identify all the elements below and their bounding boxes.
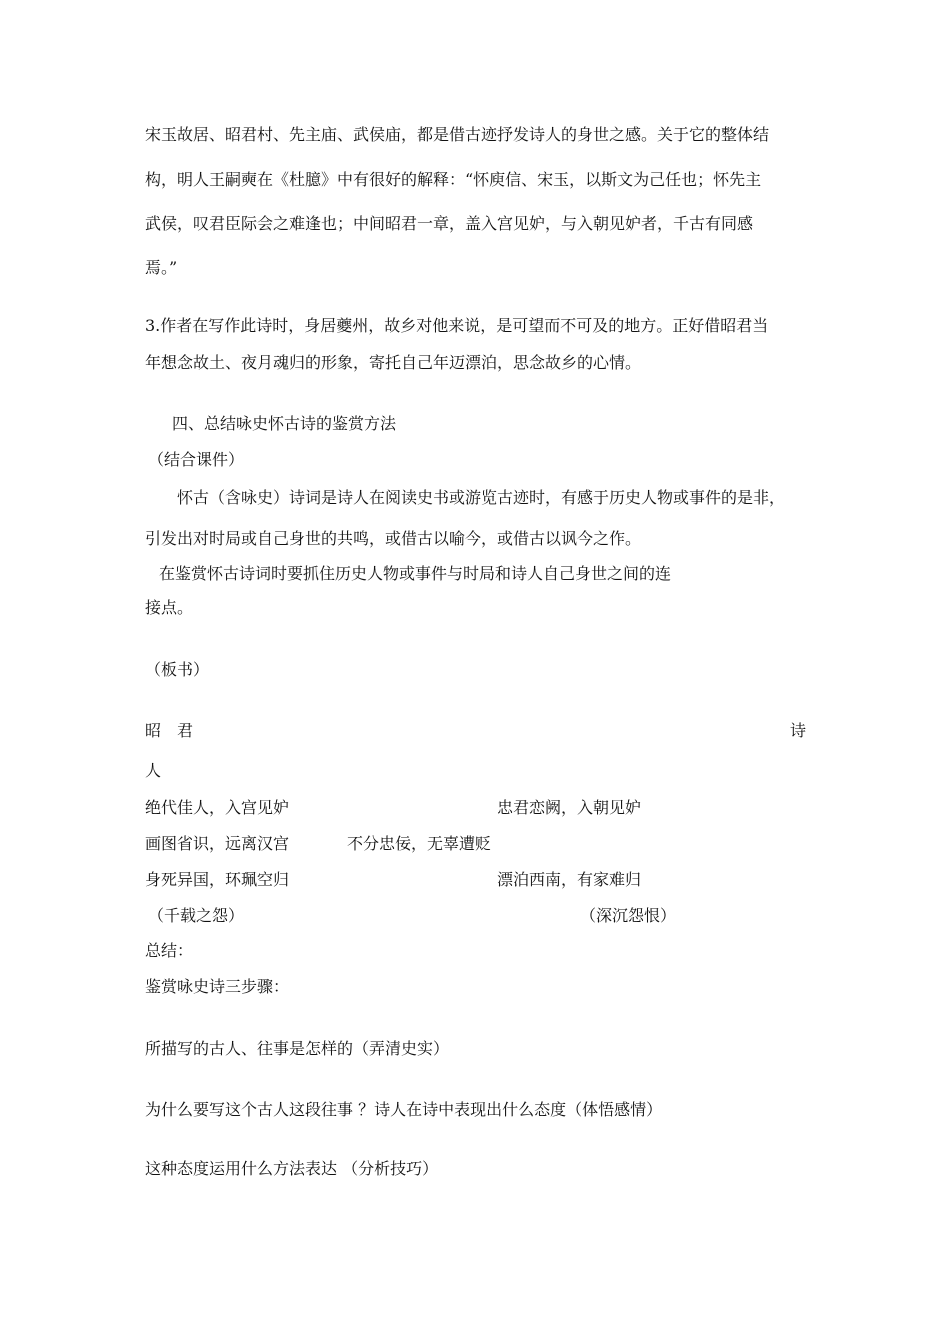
definition-line: 引发出对时局或自己身世的共鸣，或借古以喻今，或借古以讽今之作。 bbox=[145, 529, 642, 548]
paragraph-1-line: 焉。” bbox=[145, 258, 178, 277]
board-left-item: 画图省识，远离汉宫 bbox=[145, 834, 290, 853]
board-right-item: 忠君恋阙，入朝见妒 bbox=[497, 798, 642, 817]
appreciation-line: 在鉴赏怀古诗词时要抓住历史人物或事件与时局和诗人自己身世之间的连 bbox=[159, 564, 672, 583]
board-left-header: 昭 君 bbox=[145, 721, 194, 740]
board-label: （板书） bbox=[145, 660, 210, 679]
board-left-summary: （千载之怨） bbox=[148, 906, 245, 925]
section-heading: 四、总结咏史怀古诗的鉴赏方法 bbox=[172, 414, 397, 433]
board-right-summary: （深沉怨恨） bbox=[580, 906, 677, 925]
definition-line: 怀古（含咏史）诗词是诗人在阅读史书或游览古迹时，有感于历史人物或事件的是非， bbox=[177, 488, 786, 507]
board-right-item: 不分忠佞，无辜遭贬 bbox=[347, 834, 492, 853]
board-left-item: 绝代佳人，入宫见妒 bbox=[145, 798, 290, 817]
courseware-note: （结合课件） bbox=[148, 450, 245, 469]
paragraph-1-line: 武侯，叹君臣际会之难逢也；中间昭君一章，盖入宫见妒，与入朝见妒者，千古有同感 bbox=[145, 214, 754, 233]
board-right-item: 漂泊西南，有家难归 bbox=[497, 870, 642, 889]
step-item: 这种态度运用什么方法表达 （分析技巧） bbox=[145, 1159, 439, 1178]
board-left-item: 身死异国，环珮空归 bbox=[145, 870, 290, 889]
board-right-header: 诗 bbox=[790, 721, 807, 740]
board-right-header-continued: 人 bbox=[145, 761, 162, 780]
appreciation-line: 接点。 bbox=[145, 598, 194, 617]
step-item: 为什么要写这个古人这段往事 ？诗人在诗中表现出什么态度（体悟感情） bbox=[145, 1100, 663, 1119]
steps-title: 鉴赏咏史诗三步骤： bbox=[145, 977, 290, 996]
paragraph-1-line: 构，明人王嗣奭在《杜臆》中有很好的解释：“怀庾信、宋玉，以斯文为己任也；怀先主 bbox=[145, 170, 762, 189]
paragraph-1-line: 宋玉故居、昭君村、先主庙、武侯庙，都是借古迹抒发诗人的身世之感。关于它的整体结 bbox=[145, 125, 770, 144]
summary-label: 总结： bbox=[145, 941, 194, 960]
paragraph-2-line: 年想念故土、夜月魂归的形象，寄托自己年迈漂泊，思念故乡的心情。 bbox=[145, 353, 642, 372]
paragraph-2-line: 3.作者在写作此诗时，身居夔州，故乡对他来说，是可望而不可及的地方。正好借昭君当 bbox=[145, 316, 769, 335]
step-item: 所描写的古人、往事是怎样的（弄清史实） bbox=[145, 1039, 450, 1058]
